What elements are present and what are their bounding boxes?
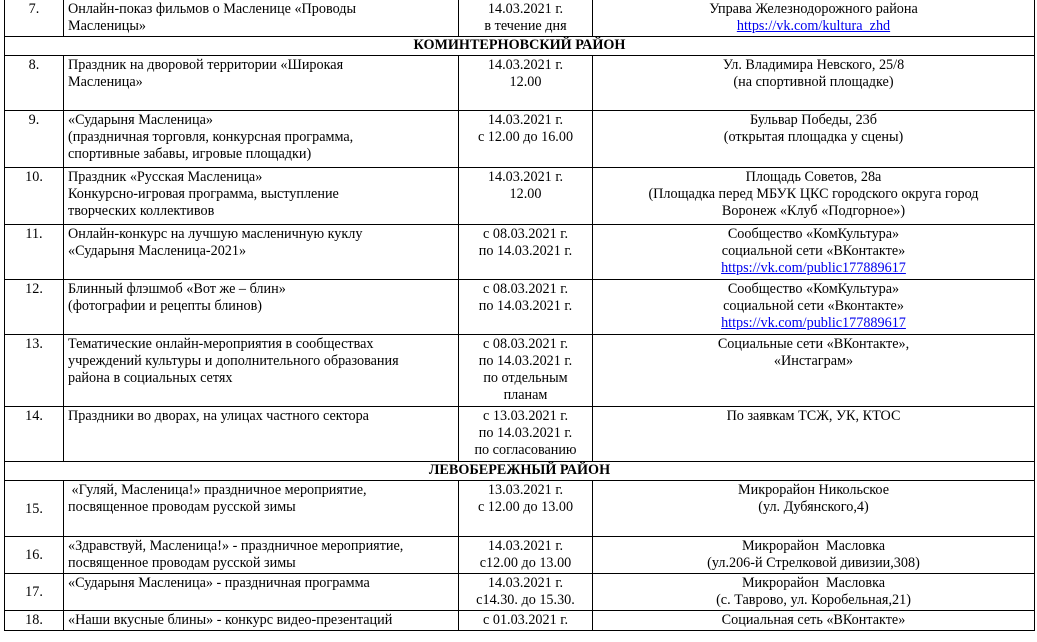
event-cell bbox=[64, 537, 459, 574]
date-line: по 14.03.2021 г. bbox=[478, 353, 573, 369]
event-cell bbox=[64, 280, 459, 335]
event-line: «Сударыня Масленица» bbox=[68, 112, 213, 128]
place-line: (Площадка перед МБУК ЦКС городского округа город bbox=[648, 186, 979, 202]
place-line: Площадь Советов, 28а bbox=[745, 169, 882, 185]
row-number: 7. bbox=[5, 0, 64, 37]
table-row bbox=[5, 335, 1035, 407]
place-line: Управа Железнодорожного района bbox=[709, 1, 918, 17]
date-line: с 13.03.2021 г. bbox=[483, 408, 568, 424]
row-number: 8. bbox=[5, 56, 64, 111]
table-row bbox=[5, 56, 1035, 111]
table-row bbox=[5, 111, 1035, 168]
date-line: 14.03.2021 г. bbox=[487, 1, 564, 17]
place-cell bbox=[593, 225, 1035, 280]
place-cell bbox=[593, 537, 1035, 574]
place-line: Сообщество «КомКультура» bbox=[727, 226, 900, 242]
date-line: с 08.03.2021 г. bbox=[483, 281, 568, 297]
event-line: посвященное проводам русской зимы bbox=[68, 499, 296, 515]
event-line: спортивные забавы, игровые площадки) bbox=[68, 146, 312, 162]
table-row bbox=[5, 611, 1035, 631]
date-cell bbox=[459, 280, 593, 335]
date-line: 14.03.2021 г. bbox=[487, 112, 564, 128]
date-cell bbox=[459, 111, 593, 168]
event-line: Масленица» bbox=[68, 74, 143, 90]
table-row bbox=[5, 168, 1035, 225]
date-line: с12.00 до 13.00 bbox=[479, 555, 572, 571]
event-line: «Гуляй, Масленица!» праздничное мероприятие, bbox=[68, 482, 367, 498]
vk-link[interactable]: https://vk.com/public177889617 bbox=[721, 260, 906, 276]
date-line: с 08.03.2021 г. bbox=[483, 336, 568, 352]
table-row bbox=[5, 537, 1035, 574]
date-line: по 14.03.2021 г. bbox=[478, 243, 573, 259]
event-line: «Сударыня Масленица-2021» bbox=[68, 243, 247, 259]
place-cell bbox=[593, 481, 1035, 537]
date-line: 14.03.2021 г. bbox=[487, 57, 564, 73]
place-line: «Инстаграм» bbox=[773, 353, 854, 369]
event-line: Блинный флэшмоб «Вот же – блин» bbox=[68, 281, 286, 297]
row-number: 18. bbox=[5, 611, 64, 631]
event-line: «Сударыня Масленица» - праздничная программа bbox=[68, 575, 370, 591]
event-cell bbox=[64, 225, 459, 280]
place-line: Микрорайон Никольское bbox=[737, 482, 889, 498]
place-cell bbox=[593, 574, 1035, 611]
date-cell bbox=[459, 56, 593, 111]
table-row bbox=[5, 0, 1035, 37]
event-cell bbox=[64, 168, 459, 225]
date-line: с 12.00 до 13.00 bbox=[477, 499, 574, 515]
event-line: посвященное проводам русской зимы bbox=[68, 555, 296, 571]
place-cell bbox=[593, 111, 1035, 168]
row-number: 17. bbox=[5, 574, 64, 611]
place-line: (ул. Дубянского,4) bbox=[758, 499, 869, 515]
event-line: Онлайн-показ фильмов о Масленице «Проводы bbox=[68, 1, 357, 17]
section-title: ЛЕВОБЕРЕЖНЫЙ РАЙОН bbox=[5, 462, 1035, 481]
date-line: по отдельным bbox=[483, 370, 568, 386]
date-cell bbox=[459, 0, 593, 37]
date-cell bbox=[459, 335, 593, 407]
date-line: в течение дня bbox=[484, 18, 567, 34]
row-number: 10. bbox=[5, 168, 64, 225]
event-cell bbox=[64, 611, 459, 631]
event-line: Масленицы» bbox=[68, 18, 146, 34]
place-cell bbox=[593, 335, 1035, 407]
place-line: (открытая площадка у сцены) bbox=[723, 129, 904, 145]
date-cell bbox=[459, 574, 593, 611]
date-line: с 12.00 до 16.00 bbox=[477, 129, 574, 145]
table-row bbox=[5, 225, 1035, 280]
table-row bbox=[5, 280, 1035, 335]
place-line: Микрорайон Масловка bbox=[741, 538, 886, 554]
section-title: КОМИНТЕРНОВСКИЙ РАЙОН bbox=[5, 37, 1035, 56]
row-number: 14. bbox=[5, 407, 64, 462]
event-cell bbox=[64, 335, 459, 407]
event-line: Онлайн-конкурс на лучшую масленичную куклу bbox=[68, 226, 363, 242]
row-number: 9. bbox=[5, 111, 64, 168]
place-cell bbox=[593, 0, 1035, 37]
place-cell bbox=[593, 407, 1035, 462]
event-cell bbox=[64, 481, 459, 537]
date-cell bbox=[459, 537, 593, 574]
date-line: с 08.03.2021 г. bbox=[483, 226, 568, 242]
table-row bbox=[5, 481, 1035, 537]
row-number: 15. bbox=[5, 481, 64, 537]
event-line: Праздники во дворах, на улицах частного сектора bbox=[68, 408, 369, 424]
place-cell bbox=[593, 56, 1035, 111]
date-line: 14.03.2021 г. bbox=[487, 169, 564, 185]
event-line: Праздник на дворовой территории «Широкая bbox=[68, 57, 344, 73]
row-number: 13. bbox=[5, 335, 64, 407]
place-line: По заявкам ТСЖ, УК, КТОС bbox=[726, 408, 901, 424]
date-line: 12.00 bbox=[509, 186, 542, 202]
place-line: социальной сети «Вконтакте» bbox=[723, 298, 904, 314]
place-line: Ул. Владимира Невского, 25/8 bbox=[722, 57, 905, 73]
section-row bbox=[5, 37, 1035, 56]
event-cell bbox=[64, 56, 459, 111]
date-cell bbox=[459, 225, 593, 280]
row-number: 11. bbox=[5, 225, 64, 280]
place-cell bbox=[593, 168, 1035, 225]
place-line: (с. Таврово, ул. Коробельная,21) bbox=[716, 592, 911, 608]
event-line: (фотографии и рецепты блинов) bbox=[68, 298, 263, 314]
row-number: 12. bbox=[5, 280, 64, 335]
place-line: Бульвар Победы, 23б bbox=[750, 112, 877, 128]
vk-link[interactable]: https://vk.com/public177889617 bbox=[721, 315, 906, 331]
event-line: творческих коллективов bbox=[68, 203, 215, 219]
place-line: Воронеж «Клуб «Подгорное») bbox=[721, 203, 906, 219]
place-line: (ул.206-й Стрелковой дивизии,308) bbox=[707, 555, 920, 571]
date-line: планам bbox=[503, 387, 548, 403]
event-cell bbox=[64, 574, 459, 611]
event-line: «Наши вкусные блины» - конкурс видео-презентаций bbox=[68, 612, 393, 628]
event-cell bbox=[64, 0, 459, 37]
date-line: по согласованию bbox=[474, 442, 577, 458]
date-line: 13.03.2021 г. bbox=[487, 482, 564, 498]
date-line: с 01.03.2021 г. bbox=[483, 612, 568, 628]
date-cell bbox=[459, 481, 593, 537]
date-cell bbox=[459, 611, 593, 631]
place-line: социальной сети «ВКонтакте» bbox=[721, 243, 906, 259]
date-line: по 14.03.2021 г. bbox=[478, 298, 573, 314]
event-cell bbox=[64, 407, 459, 462]
events-table-body bbox=[5, 0, 1035, 631]
table-row bbox=[5, 407, 1035, 462]
event-line: Конкурсно-игровая программа, выступление bbox=[68, 186, 339, 202]
table-row bbox=[5, 574, 1035, 611]
section-row bbox=[5, 462, 1035, 481]
date-line: 14.03.2021 г. bbox=[487, 538, 564, 554]
place-line: Социальные сети «ВКонтакте», bbox=[717, 336, 910, 352]
event-line: учреждений культуры и дополнительного образования bbox=[68, 353, 399, 369]
place-cell bbox=[593, 280, 1035, 335]
event-line: (праздничная торговля, конкурсная программа, bbox=[68, 129, 354, 145]
date-cell bbox=[459, 407, 593, 462]
date-line: с14.30. до 15.30. bbox=[476, 592, 575, 608]
event-cell bbox=[64, 111, 459, 168]
event-line: Тематические онлайн-мероприятия в сообществах bbox=[68, 336, 374, 352]
date-cell bbox=[459, 168, 593, 225]
place-cell bbox=[593, 611, 1035, 631]
vk-link[interactable]: https://vk.com/kultura_zhd bbox=[736, 18, 891, 34]
date-line: 14.03.2021 г. bbox=[487, 575, 564, 591]
event-line: «Здравствуй, Масленица!» - праздничное мероприятие, bbox=[68, 538, 404, 554]
date-line: 12.00 bbox=[509, 74, 542, 90]
row-number: 16. bbox=[5, 537, 64, 574]
place-line: Социальная сеть «ВКонтакте» bbox=[721, 612, 906, 628]
place-line: Микрорайон Масловка bbox=[741, 575, 886, 591]
event-line: Праздник «Русская Масленица» bbox=[68, 169, 263, 185]
date-line: по 14.03.2021 г. bbox=[478, 425, 573, 441]
event-line: района в социальных сетях bbox=[68, 370, 233, 386]
place-line: Сообщество «КомКультура» bbox=[727, 281, 900, 297]
events-table bbox=[4, 0, 1035, 631]
place-line: (на спортивной площадке) bbox=[733, 74, 894, 90]
